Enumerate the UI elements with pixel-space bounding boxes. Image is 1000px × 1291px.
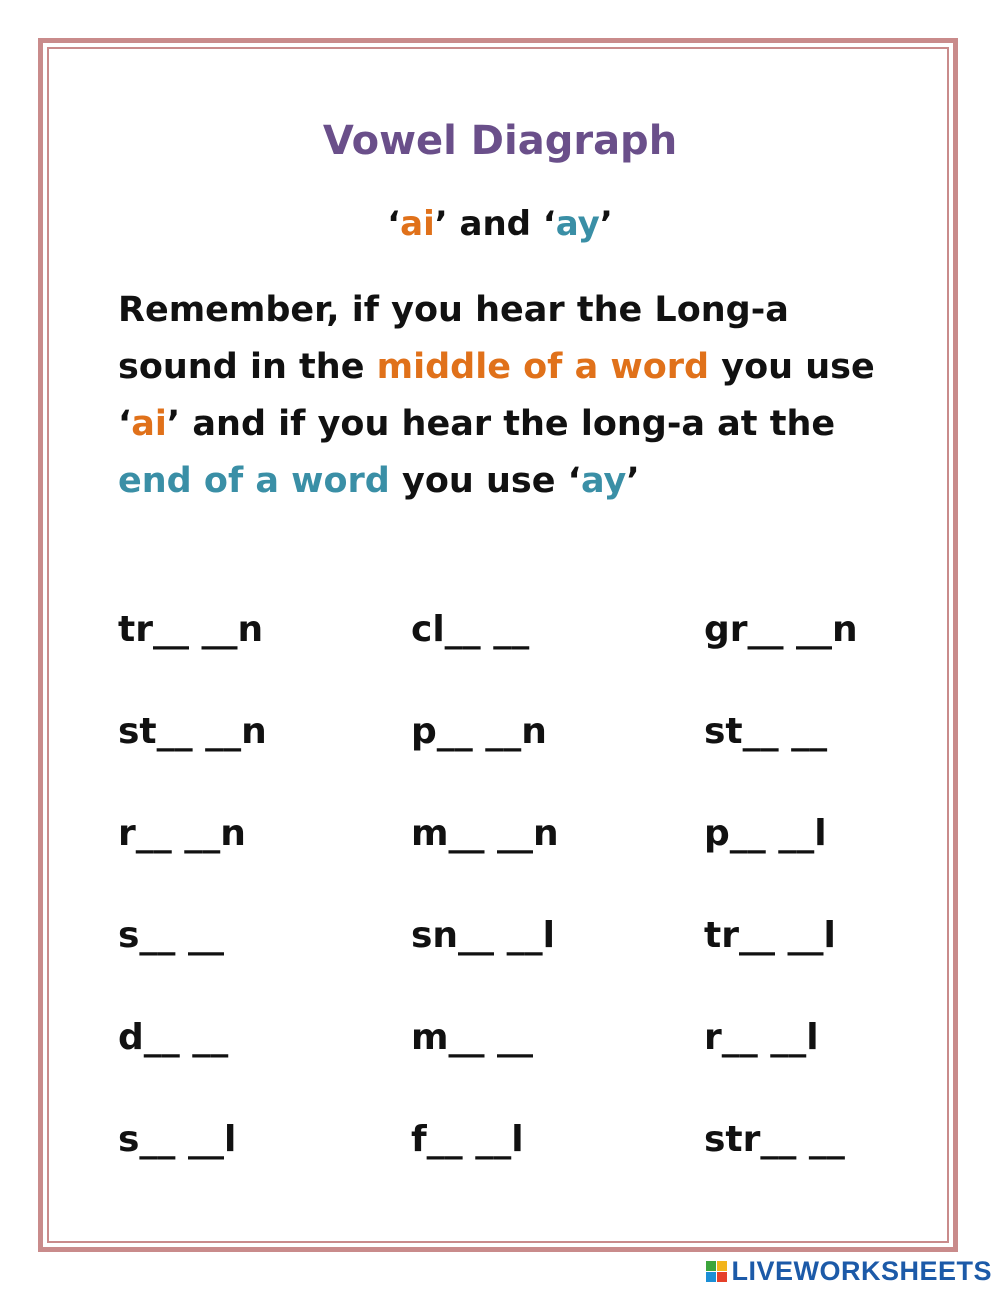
- word-blank[interactable]: f__ __l: [411, 1119, 524, 1160]
- word-grid: [118, 600, 918, 1180]
- subtitle-quote-close: ’: [599, 204, 613, 244]
- instructions-part-3: ’ and if you hear the long-a at the: [166, 404, 836, 444]
- word-blank[interactable]: r__ __l: [704, 1017, 819, 1058]
- instructions-end-of-word: end of a word: [118, 461, 390, 501]
- word-blank[interactable]: m__ __n: [411, 813, 559, 854]
- word-blank[interactable]: p__ __l: [704, 813, 827, 854]
- worksheet-title: Vowel Diagraph: [322, 118, 678, 164]
- word-blank[interactable]: r__ __n: [118, 813, 246, 854]
- word-blank[interactable]: gr__ __n: [704, 609, 858, 650]
- word-blank[interactable]: s__ __l: [118, 1119, 237, 1160]
- word-blank[interactable]: d__ __: [118, 1017, 229, 1058]
- instructions-ay: ay: [580, 461, 627, 501]
- instructions-middle-of-word: middle of a word: [376, 347, 710, 387]
- word-blank[interactable]: s__ __: [118, 915, 224, 956]
- word-blank[interactable]: p__ __n: [411, 711, 547, 752]
- word-blank[interactable]: tr__ __n: [118, 609, 264, 650]
- brand-name: LIVEWORKSHEETS: [731, 1255, 992, 1286]
- instructions-part-4: you use ‘: [389, 461, 581, 501]
- word-blank[interactable]: cl__ __: [411, 609, 530, 650]
- word-blank[interactable]: tr__ __l: [704, 915, 836, 956]
- subtitle-ay: ay: [555, 204, 600, 244]
- subtitle-and: ’ and ‘: [434, 204, 556, 244]
- word-blank[interactable]: st__ __: [704, 711, 828, 752]
- instructions-paragraph: [118, 282, 878, 510]
- liveworksheets-logo-icon: [706, 1261, 727, 1282]
- footer-brand[interactable]: [706, 1256, 992, 1286]
- worksheet-subtitle: [0, 204, 1000, 244]
- instructions-part-5: ’: [626, 461, 640, 501]
- subtitle-ai: ai: [400, 204, 435, 244]
- instructions-ai: ai: [131, 404, 167, 444]
- word-blank[interactable]: m__ __: [411, 1017, 534, 1058]
- word-blank[interactable]: sn__ __l: [411, 915, 555, 956]
- subtitle-quote-open: ‘: [387, 204, 401, 244]
- instructions-part-2: you use ‘: [118, 347, 875, 444]
- word-blank[interactable]: st__ __n: [118, 711, 267, 752]
- word-blank[interactable]: str__ __: [704, 1119, 845, 1160]
- instructions-part-1: Remember, if you hear the Long-a sound in the: [118, 290, 789, 387]
